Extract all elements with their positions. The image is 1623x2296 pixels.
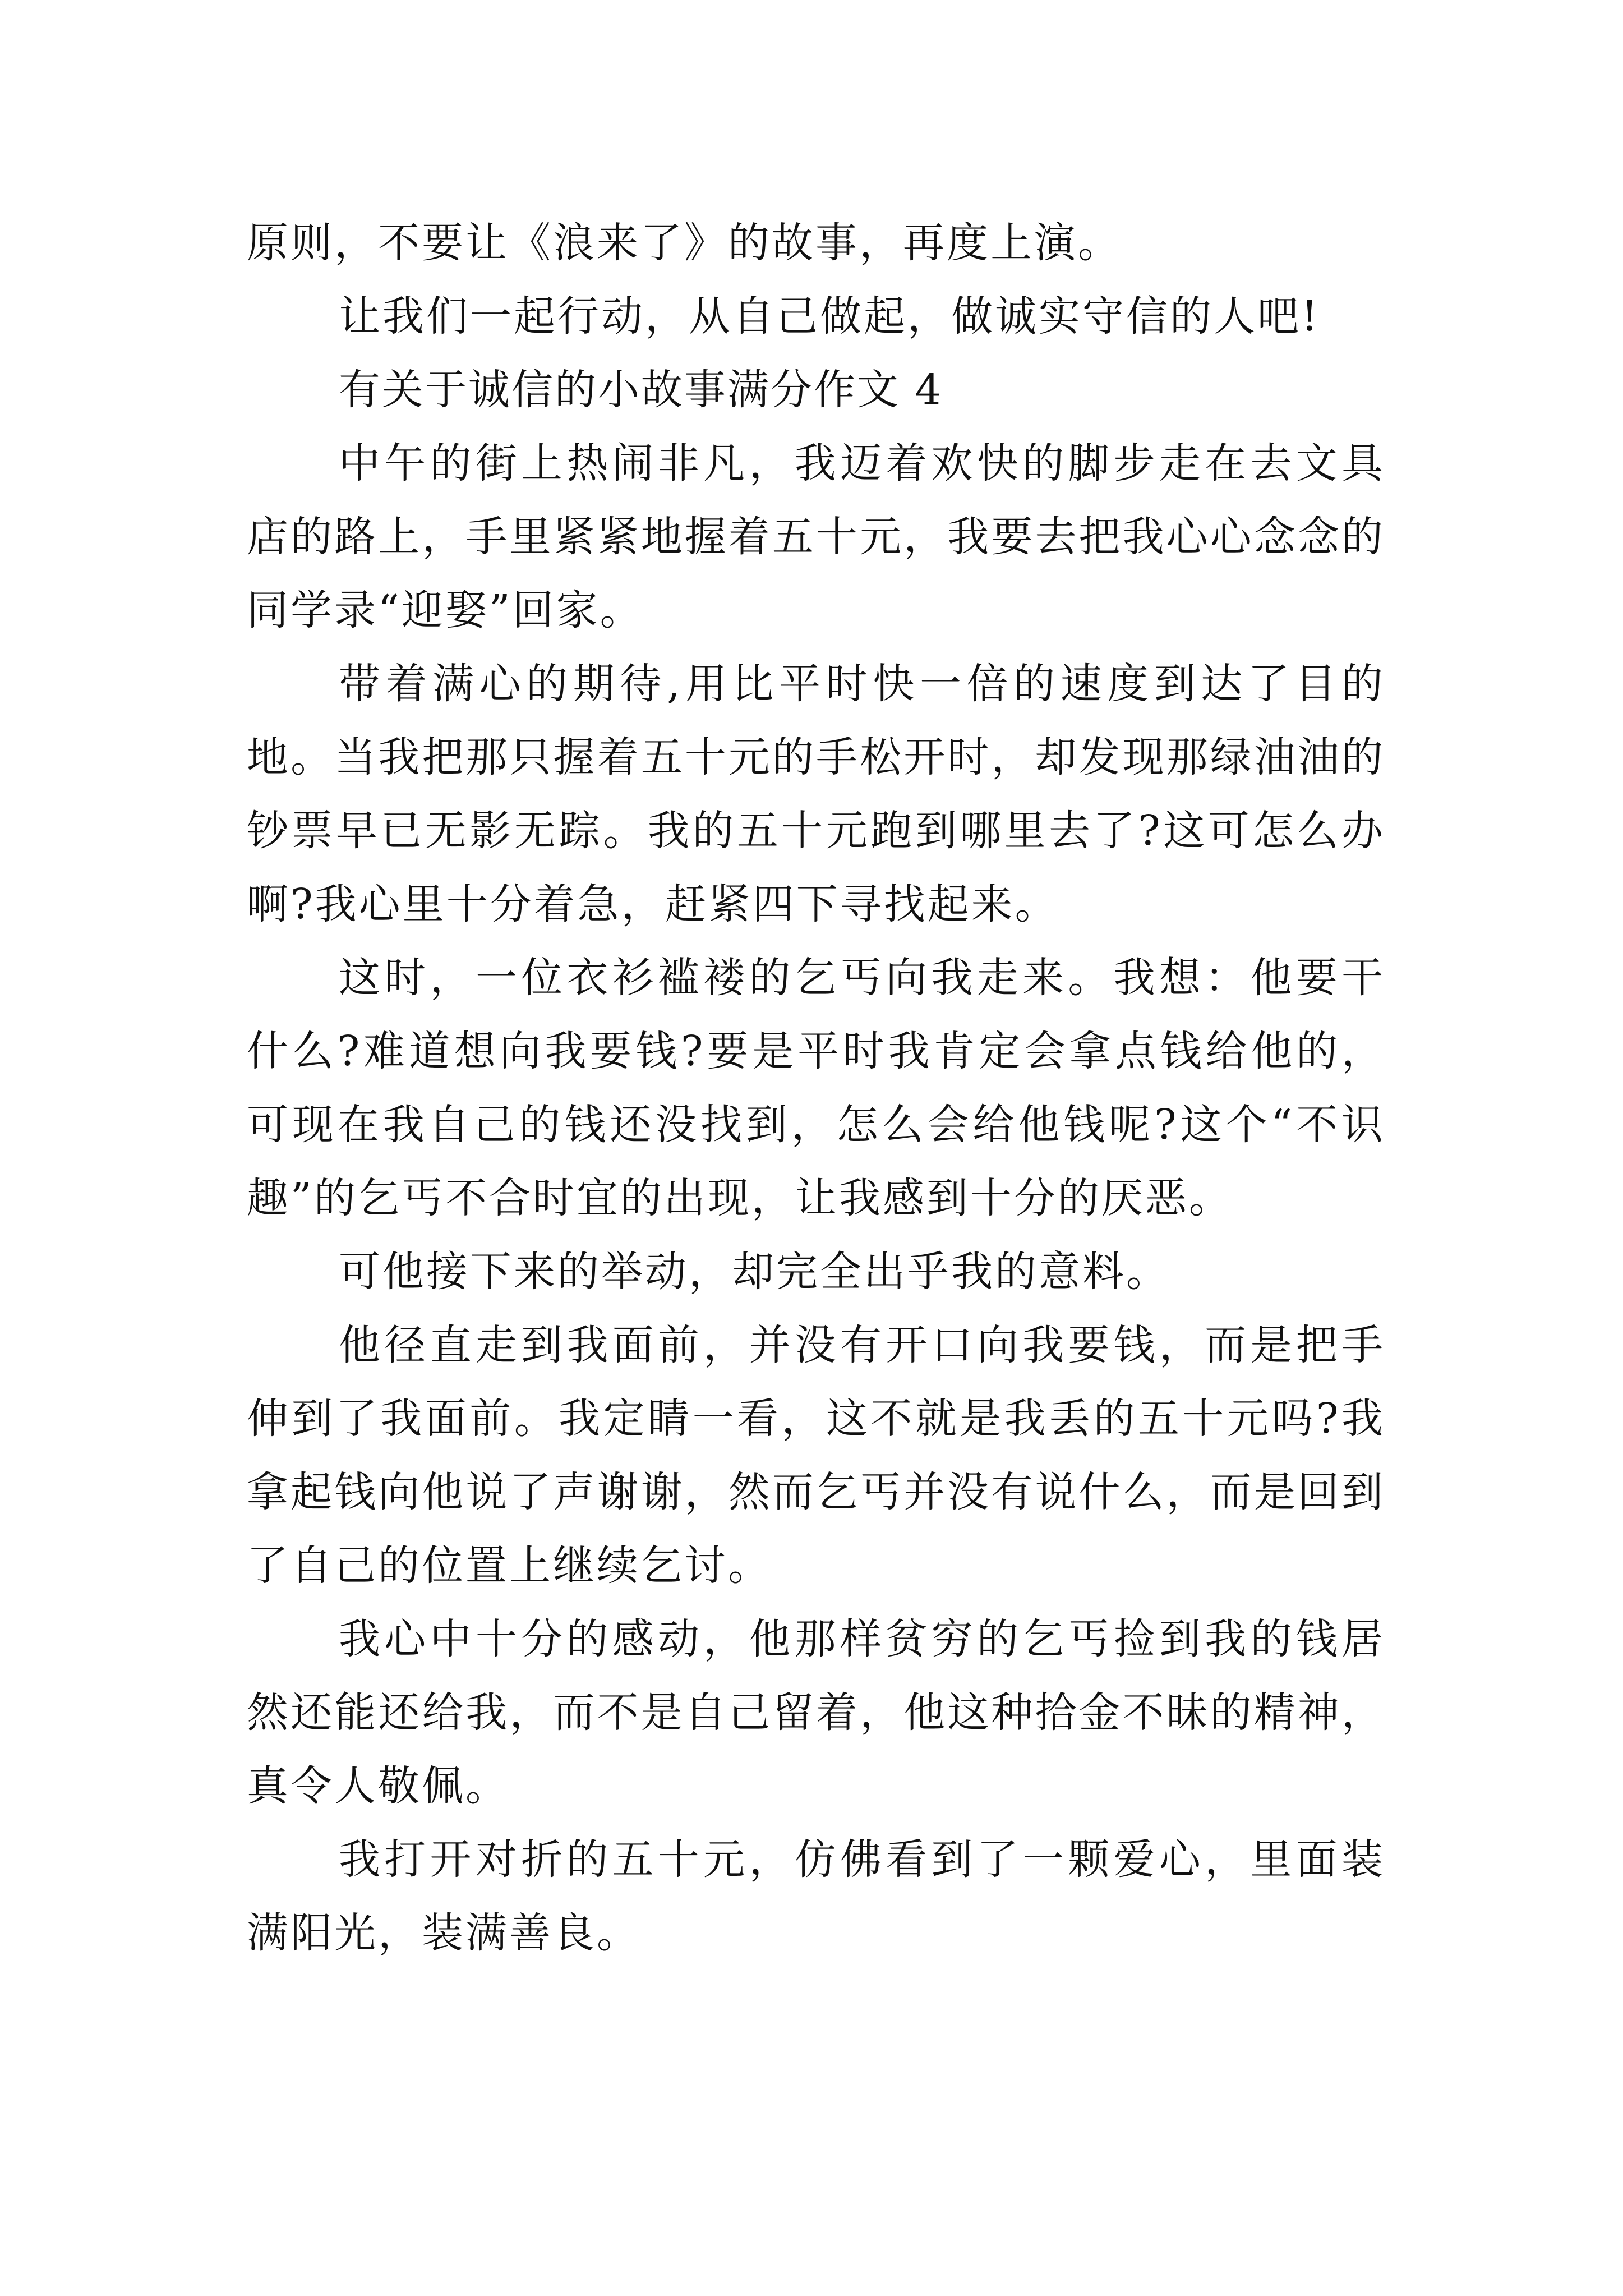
paragraph-money-returned: 他径直走到我面前，并没有开口向我要钱，而是把手伸到了我面前。我定睛一看，这不就是我丢的五十元吗?我拿起钱向他说了声谢谢，然而乞丐并没有说什么，而是回到了自己的位置上继续乞讨。	[247, 1321, 1385, 1590]
paragraph-unexpected: 可他接下来的举动，却完全出乎我的意料。	[339, 1248, 1170, 1296]
paragraph-gratitude: 我心中十分的感动，他那样贫穷的乞丐捡到我的钱居然还能还给我，而不是自己留着，他这种拾金不昧的精神，真令人敬佩。	[247, 1615, 1385, 1810]
paragraph-conclusion: 我打开对折的五十元，仿佛看到了一颗爱心，里面装满阳光，装满善良。	[247, 1835, 1385, 1957]
paragraph-continuation: 原则，不要让《浪来了》的故事，再度上演。	[247, 219, 1122, 267]
document-body	[247, 206, 1385, 1970]
paragraph-beggar-approaches: 这时，一位衣衫褴褛的乞丐向我走来。我想：他要干什么?难道想向我要钱?要是平时我肯定会拿点钱给他的，可现在我自己的钱还没找到，怎么会给他钱呢?这个“不识趣”的乞丐不合时宜的出现，让我感到十分的厌恶。	[247, 954, 1385, 1222]
essay-heading: 有关于诚信的小故事满分作文 4	[339, 366, 943, 414]
paragraph-call-to-action: 让我们一起行动，从自己做起，做诚实守信的人吧!	[339, 292, 1320, 341]
paragraph-street-scene: 中午的街上热闹非凡，我迈着欢快的脚步走在去文具店的路上，手里紧紧地握着五十元，我要去把我心心念念的同学录“迎娶”回家。	[247, 439, 1385, 634]
paragraph-lost-money: 带着满心的期待,用比平时快一倍的速度到达了目的地。当我把那只握着五十元的手松开时，却发现那绿油油的钞票早已无影无踪。我的五十元跑到哪里去了?这可怎么办啊?我心里十分着急，赶紧四下寻找起来。	[247, 660, 1385, 928]
